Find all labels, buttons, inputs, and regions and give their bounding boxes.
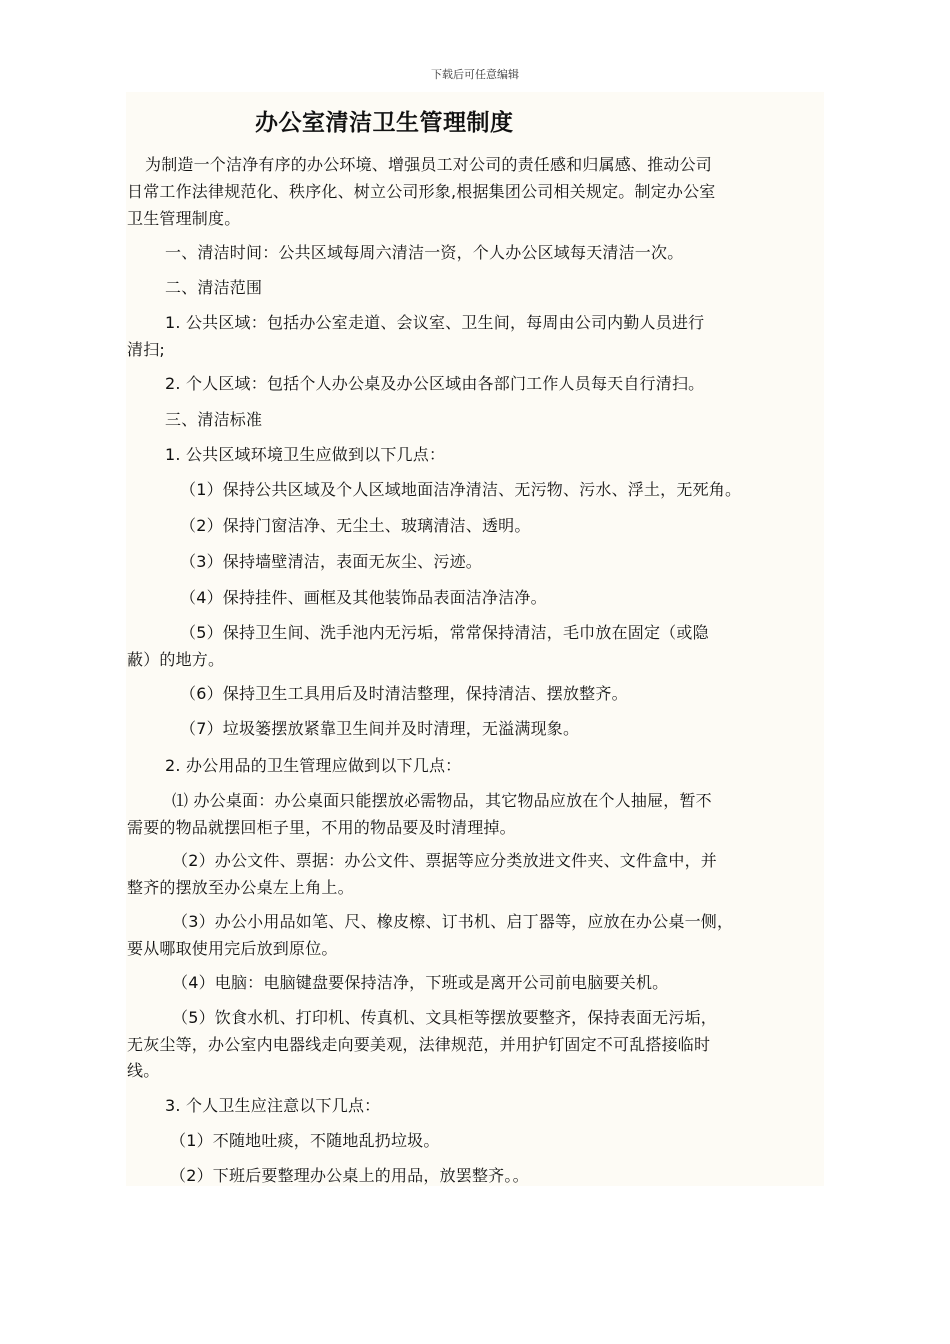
intro-line-1: 为制造一个洁净有序的办公环境、增强员工对公司的责任感和归属感、推动公司 (145, 155, 713, 174)
office-supplies-point-5-line-2: 无灰尘等，办公室内电器线走向要美观，法律规范，并用护钉固定不可乱搭接临时 (127, 1035, 711, 1054)
personal-hygiene-point-1: （1）不随地吐痰，不随地乱扔垃圾。 (170, 1131, 440, 1150)
section-2-item-1-line-1: 1. 公共区域：包括办公室走道、会议室、卫生间，每周由公司内勤人员进行 (165, 313, 705, 332)
public-area-point-4: （4）保持挂件、画框及其他装饰品表面洁净洁净。 (180, 588, 547, 607)
section-1-cleaning-time: 一、清洁时间：公共区域每周六清洁一资，个人办公区域每天清洁一次。 (165, 243, 684, 262)
section-3-sub-2: 2. 办公用品的卫生管理应做到以下几点： (165, 756, 462, 775)
public-area-point-6: （6）保持卫生工具用后及时清洁整理，保持清洁、摆放整齐。 (180, 684, 628, 703)
section-3-sub-3: 3. 个人卫生应注意以下几点： (165, 1096, 381, 1115)
section-3-sub-1: 1. 公共区域环境卫生应做到以下几点： (165, 445, 446, 464)
public-area-point-5-line-2: 蔽）的地方。 (127, 650, 225, 669)
section-2-item-2: 2. 个人区域：包括个人办公桌及办公区域由各部门工作人员每天自行清扫。 (165, 374, 705, 393)
section-3-heading: 三、清洁标准 (165, 410, 263, 429)
public-area-point-1: （1）保持公共区域及个人区域地面洁净清洁、无污物、污水、浮土，无死角。 (180, 480, 742, 499)
public-area-point-5-line-1: （5）保持卫生间、洗手池内无污垢，常常保持清洁，毛巾放在固定（或隐 (180, 623, 709, 642)
office-supplies-point-2-line-2: 整齐的摆放至办公桌左上角上。 (127, 878, 354, 897)
document-title: 办公室清洁卫生管理制度 (255, 110, 514, 136)
intro-line-2: 日常工作法律规范化、秩序化、树立公司形象,根据集团公司相关规定。制定办公室 (127, 182, 716, 201)
header-note: 下载后可任意编辑 (431, 68, 519, 81)
section-2-item-1-line-2: 清扫; (127, 340, 165, 359)
office-supplies-point-5-line-3: 线。 (127, 1061, 160, 1080)
personal-hygiene-point-2: （2）下班后要整理办公桌上的用品，放罢整齐。。 (170, 1166, 529, 1185)
public-area-point-7: （7）垃圾篓摆放紧靠卫生间并及时清理，无溢满现象。 (180, 719, 580, 738)
office-supplies-point-1-line-1: ⑴ 办公桌面：办公桌面只能摆放必需物品，其它物品应放在个人抽屉，暂不 (172, 791, 712, 810)
office-supplies-point-5-line-1: （5）饮食水机、打印机、传真机、文具柜等摆放要整齐，保持表面无污垢， (172, 1008, 717, 1027)
office-supplies-point-3-line-2: 要从哪取使用完后放到原位。 (127, 939, 338, 958)
office-supplies-point-1-line-2: 需要的物品就摆回柜子里，不用的物品要及时清理掉。 (127, 818, 516, 837)
section-2-heading: 二、清洁范围 (165, 278, 263, 297)
office-supplies-point-3-line-1: （3）办公小用品如笔、尺、橡皮檫、订书机、启丁器等，应放在办公桌一侧， (172, 912, 734, 931)
intro-line-3: 卫生管理制度。 (127, 209, 241, 228)
office-supplies-point-2-line-1: （2）办公文件、票据：办公文件、票据等应分类放进文件夹、文件盒中，并 (172, 851, 717, 870)
office-supplies-point-4: （4）电脑：电脑键盘要保持洁净，下班或是离开公司前电脑要关机。 (172, 973, 669, 992)
public-area-point-3: （3）保持墙壁清洁，表面无灰尘、污迹。 (180, 552, 482, 571)
public-area-point-2: （2）保持门窗洁净、无尘土、玻璃清洁、透明。 (180, 516, 531, 535)
